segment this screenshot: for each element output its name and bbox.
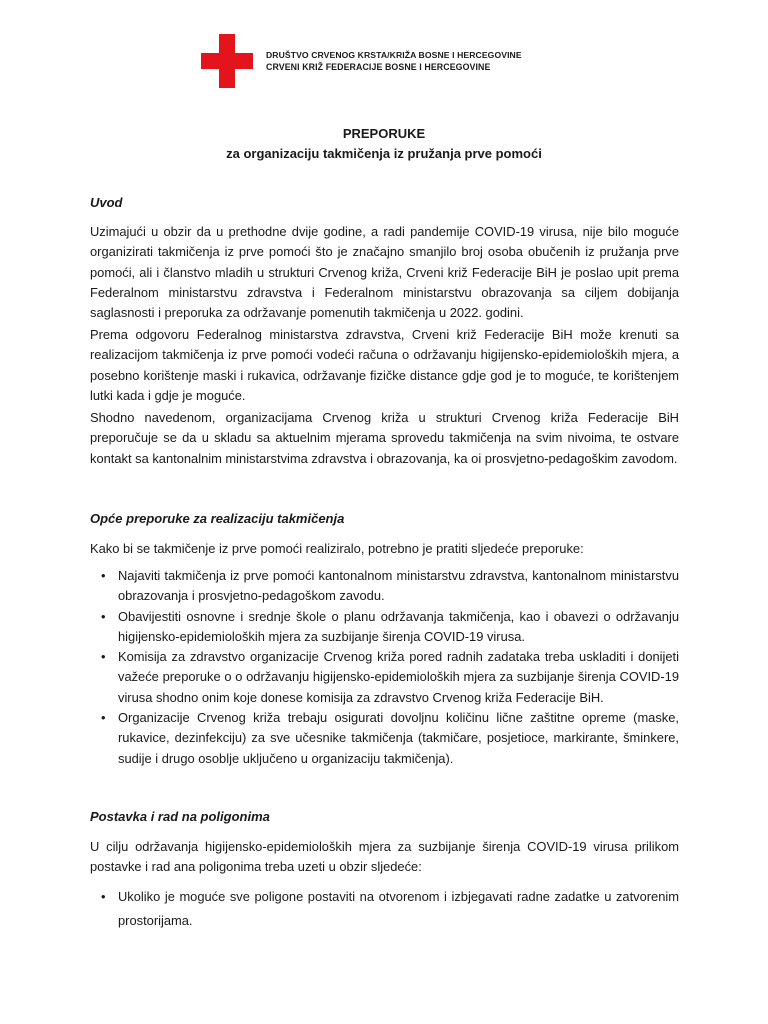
document-title: PREPORUKE	[342, 126, 426, 141]
paragraph-3-block	[90, 408, 679, 469]
opce-intro-block	[90, 539, 679, 559]
list-item-text: Najaviti takmičenja iz prve pomoći kantonalnom ministarstvu zdravstva, kantonalnom ministarstvu obrazovanja i prosvjetno-pedagoškom zavodu.	[118, 568, 679, 604]
paragraph: Uzimajući u obzir da u prethodne dvije godine, a radi pandemije COVID-19 virusa, nije bilo moguće organizirati takmičenja iz prve pomoći što je značajno smanjilo broj osoba obučenih iz pružanja prve pomoći, ali i članstvo mladih u strukturi Crvenog križa, Crveni križ Federacije BiH je poslao upit prema Federalnom ministarstvu zdravstva i Federalnom ministarstvu obrazovanja sa ciljem dobijanja saglasnosti i preporuka za održavanje pomenutih takmičenja u 2022. godini.	[90, 224, 679, 321]
list-item	[90, 607, 679, 648]
bullet-list	[90, 885, 679, 933]
bullet-icon: •	[101, 568, 106, 583]
bullet-icon: •	[101, 889, 106, 904]
section-heading: Uvod	[90, 195, 123, 210]
list-item	[90, 708, 679, 769]
paragraph: U cilju održavanja higijensko-epidemioloških mjera za suzbijanje širenja COVID-19 virusa prilikom postavke i rad ana poligonima treba uzeti u obzir sljedeće:	[90, 839, 679, 875]
org-line-1: DRUŠTVO CRVENOG KRSTA/KRIŽA BOSNE I HERCEGOVINE	[266, 50, 522, 60]
paragraph-2-block	[90, 325, 679, 406]
section-postavka	[90, 808, 679, 826]
list-item	[90, 566, 679, 607]
list-item-text: Komisija za zdravstvo organizacije Crvenog križa pored radnih zadataka treba uskladiti i donijeti važeće preporuke o o održavanju higijensko-epidemioloških mjera za suzbijanje širenja COVID-19 virusa shodno onim koje donese komisija za zdravstvo Crvenog križa Federacije BiH.	[118, 649, 679, 705]
paragraph: Prema odgovoru Federalnog ministarstva zdravstva, Crveni križ Federacije BiH može krenuti sa realizacijom takmičenja iz prve pomoći vodeći računa o održavanju higijensko-epidemioloških mjera, a posebno korištenje maski i rukavica, održavanje fizičke distance gdje god je to moguće, te korištenjem lutki kada i gdje je moguće.	[90, 327, 679, 403]
paragraph: Shodno navedenom, organizacijama Crvenog križa u strukturi Crvenog križa Federacije BiH preporučuje se da u skladu sa aktuelnim mjerama sprovedu takmičenja na svim nivoima, te ostvare kontakt sa kantonalnim ministarstvima zdravstva i obrazovanja, ka oi prosvjetno-pedagoškim zavodom.	[90, 410, 679, 466]
red-cross-icon	[201, 34, 253, 88]
list-item-text: Obavijestiti osnovne i srednje škole o planu održavanja takmičenja, kao i obavezi o održavanju higijensko-epidemioloških mjera za suzbijanje širenja COVID-19 virusa.	[118, 608, 679, 644]
paragraph-1-block	[90, 222, 679, 323]
list-item	[90, 647, 679, 708]
bullet-icon: •	[101, 608, 106, 624]
opce-bullets	[90, 566, 679, 769]
section-heading: Opće preporuke za realizaciju takmičenja	[90, 511, 345, 526]
list-item-text: Organizacije Crvenog križa trebaju osigurati dovoljnu količinu lične zaštitne opreme (maske, rukavice, dezinfekciju) za sve učesnike takmičenja (takmičare, posjetioce, markirante, šminkere, sudije i drugo osoblje uključeno u organizaciju takmičenja).	[118, 710, 679, 766]
section-uvod	[90, 194, 679, 212]
organization-name	[266, 34, 522, 73]
document-subtitle: za organizaciju takmičenja iz pružanja prve pomoći	[226, 146, 542, 161]
postavka-intro-block	[90, 837, 679, 878]
letterhead	[201, 34, 522, 88]
bullet-icon: •	[101, 649, 106, 665]
bullet-list	[90, 566, 679, 769]
bullet-icon: •	[101, 710, 106, 726]
postavka-bullets	[90, 885, 679, 933]
section-opce	[90, 510, 679, 528]
list-item-text: Ukoliko je moguće sve poligone postaviti na otvorenom i izbjegavati radne zadatke u zatvorenim prostorijama.	[118, 889, 679, 928]
org-line-2: CRVENI KRIŽ FEDERACIJE BOSNE I HERCEGOVINE	[266, 62, 491, 72]
section-heading: Postavka i rad na poligonima	[90, 809, 270, 824]
paragraph: Kako bi se takmičenje iz prve pomoći realiziralo, potrebno je pratiti sljedeće preporuke:	[90, 541, 584, 556]
title-block	[0, 124, 768, 164]
list-item	[90, 885, 679, 933]
